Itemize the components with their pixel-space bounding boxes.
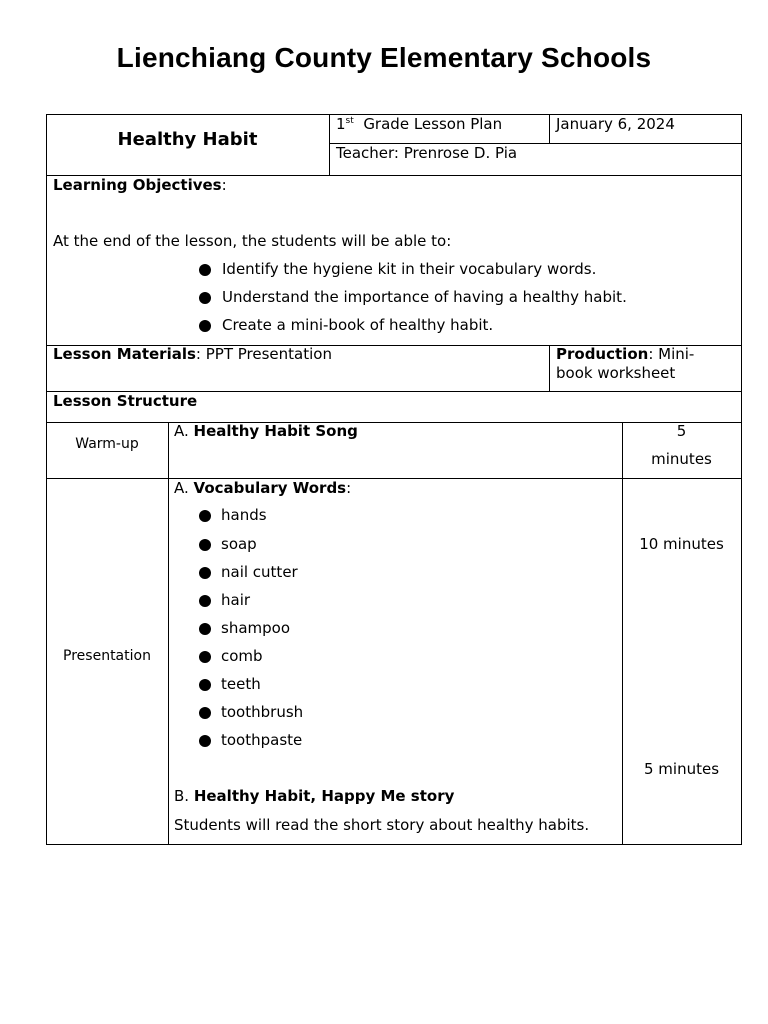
time-col-divider [622, 422, 623, 844]
vocabulary-word: shampoo [221, 619, 291, 637]
warmup-activity [174, 422, 358, 440]
story-description: Students will read the short story about healthy habits. [174, 816, 590, 834]
materials-divider [549, 345, 550, 391]
production [556, 345, 694, 363]
lesson-date: January 6, 2024 [556, 115, 675, 133]
objectives-heading [53, 176, 227, 194]
story-time: 5 minutes [643, 760, 720, 778]
grade-number: 1 [336, 115, 346, 133]
vocabulary-word: hands [221, 506, 267, 524]
document-title: Lienchiang County Elementary Schools [116, 42, 652, 73]
stage-col-divider [168, 422, 169, 844]
objectives-label-colon: : [221, 176, 227, 194]
bullet-icon [199, 510, 211, 522]
teacher-name: Teacher: Prenrose D. Pia [336, 144, 518, 162]
materials-label: Lesson Materials [53, 345, 196, 363]
vocabulary-word: comb [221, 647, 263, 665]
grade-suffix: st [345, 116, 354, 126]
vocabulary-title: Vocabulary Words [193, 479, 347, 497]
bullet-icon [199, 567, 211, 579]
objective-item: Identify the hygiene kit in their vocabulary words. [222, 260, 597, 278]
bullet-icon [199, 623, 211, 635]
bullet-icon [199, 539, 211, 551]
story-prefix: B. [174, 787, 194, 805]
bullet-icon [199, 595, 211, 607]
grade-text: Grade Lesson Plan [363, 115, 503, 133]
presentation-stage: Presentation [63, 648, 151, 664]
vocabulary-colon: : [346, 479, 352, 497]
row-divider-warmup [46, 478, 742, 479]
table-border-bottom [46, 844, 742, 845]
grade-label [336, 115, 502, 136]
table-border-left [46, 114, 47, 845]
objectives-intro: At the end of the lesson, the students will be able to: [53, 232, 452, 250]
objective-item: Understand the importance of having a healthy habit. [222, 288, 627, 306]
warmup-time-line2: minutes [651, 450, 712, 468]
bullet-icon [199, 735, 211, 747]
bullet-icon [199, 264, 211, 276]
bullet-icon [199, 320, 211, 332]
production-value-line1: : Mini- [648, 345, 695, 363]
header-col-divider [329, 114, 330, 175]
grade-date-divider [549, 114, 550, 143]
story-heading [174, 787, 454, 805]
warmup-stage: Warm-up [75, 436, 139, 452]
lesson-structure-label: Lesson Structure [53, 392, 198, 410]
vocabulary-heading [174, 479, 351, 497]
warmup-activity-title: Healthy Habit Song [193, 422, 358, 440]
objectives-label: Learning Objectives [53, 176, 222, 194]
vocabulary-word: soap [221, 535, 257, 553]
vocabulary-word: hair [221, 591, 251, 609]
story-title: Healthy Habit, Happy Me story [193, 787, 455, 805]
warmup-prefix: A. [174, 422, 194, 440]
objective-item: Create a mini-book of healthy habit. [222, 316, 494, 334]
vocabulary-word: toothbrush [221, 703, 304, 721]
materials-value: : PPT Presentation [195, 345, 332, 363]
lesson-materials [53, 345, 332, 363]
bullet-icon [199, 292, 211, 304]
production-label: Production [556, 345, 649, 363]
production-value-line2: book worksheet [556, 364, 676, 382]
bullet-icon [199, 679, 211, 691]
vocabulary-word: nail cutter [221, 563, 298, 581]
vocabulary-prefix: A. [174, 479, 194, 497]
vocabulary-word: teeth [221, 675, 261, 693]
vocabulary-word: toothpaste [221, 731, 303, 749]
vocabulary-time: 10 minutes [639, 535, 724, 553]
bullet-icon [199, 651, 211, 663]
lesson-title: Healthy Habit [117, 129, 258, 150]
bullet-icon [199, 707, 211, 719]
table-border-right [741, 114, 742, 845]
warmup-time-line1: 5 [676, 422, 687, 440]
